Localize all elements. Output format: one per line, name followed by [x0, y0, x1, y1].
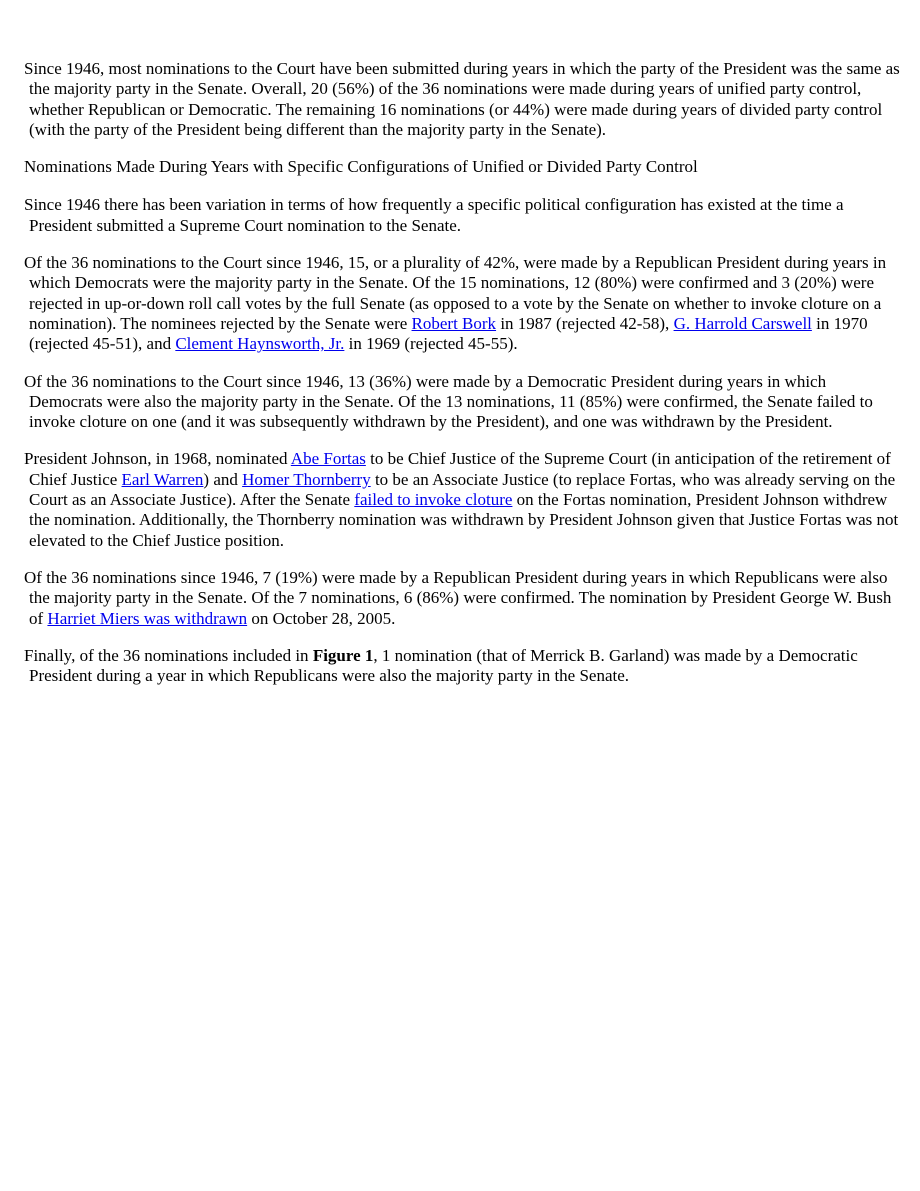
- link-harrold-carswell[interactable]: G. Harrold Carswell: [673, 313, 812, 333]
- section-heading-party-configurations: Nominations Made During Years with Specific Configurations of Unified or Divided Party Control: [24, 157, 698, 177]
- text-segment: in 1970 (rejected 45-51), and: [29, 313, 868, 354]
- paragraph-republican-unified: [24, 568, 900, 629]
- text-segment: , 1 nomination (that of Merrick B. Garland) was made by a Democratic President during a year in which Republicans were also the majority party in the Senate.: [29, 645, 858, 686]
- link-robert-bork[interactable]: Robert Bork: [411, 313, 497, 333]
- link-clement-haynsworth[interactable]: Clement Haynsworth, Jr.: [175, 334, 345, 354]
- text-segment: President Johnson, in 1968, nominated: [24, 449, 291, 469]
- text-segment: ) and: [203, 469, 243, 489]
- link-failed-to-invoke-cloture[interactable]: failed to invoke cloture: [354, 490, 513, 510]
- paragraph-variation-intro: Since 1946 there has been variation in terms of how frequently a specific political configuration has existed at the time a President submitted a Supreme Court nomination to the Senate.: [24, 195, 844, 235]
- link-earl-warren[interactable]: Earl Warren: [121, 469, 204, 489]
- text-segment: on October 28, 2005.: [247, 608, 396, 628]
- paragraph-garland-nomination: [24, 646, 900, 687]
- link-harriet-miers-withdrawn[interactable]: Harriet Miers was withdrawn: [47, 608, 248, 628]
- paragraph-johnson-nominations: [24, 449, 900, 550]
- text-segment: Of the 36 nominations to the Court since 1946, 15, or a plurality of 42%, were made by a Republican President during years in which Democrats were the majority party in the Senate. Of the 15 nominations, 12 (80%) were confirmed and 3 (20%) were rejected in up-or-down roll call votes by the full Senate (as opposed to a vote by the Senate on whether to invoke cloture on a nomination). The nominees rejected by the Senate were: [24, 253, 887, 333]
- document-body: [24, 59, 900, 703]
- paragraph-unified-party-overview: Since 1946, most nominations to the Court have been submitted during years in which the party of the President was the same as the majority party in the Senate. Overall, 20 (56%) of the 36 nominations were made during years of unified party control, whether Republican or Democratic. The remaining 16 nominations (or 44%) were made during years of divided party control (with the party of the President being different than the majority party in the Senate).: [24, 59, 900, 139]
- figure-reference: Figure 1: [312, 645, 374, 665]
- text-segment: in 1987 (rejected 42-58),: [496, 313, 674, 333]
- text-segment: to be Chief Justice of the Supreme Court (in anticipation of the retirement of Chief Justice: [29, 449, 891, 489]
- text-segment: in 1969 (rejected 45-55).: [344, 334, 518, 354]
- paragraph-democratic-unified: Of the 36 nominations to the Court since 1946, 13 (36%) were made by a Democratic President during years in which Democrats were also the majority party in the Senate. Of the 13 nominations, 11 (85%) were confirmed, the Senate failed to invoke cloture on one (and it was subsequently withdrawn by the President), and one was withdrawn by the President.: [24, 371, 873, 432]
- link-abe-fortas[interactable]: Abe Fortas: [290, 449, 366, 469]
- text-segment: to be an Associate Justice (to replace Fortas, who was already serving on the Court as an Associate Justice). After the Senate: [29, 469, 896, 510]
- paragraph-republican-president-democratic-senate: [24, 253, 900, 354]
- link-homer-thornberry[interactable]: Homer Thornberry: [242, 469, 371, 489]
- text-segment: Of the 36 nominations since 1946, 7 (19%) were made by a Republican President during years in which Republicans were also the majority party in the Senate. Of the 7 nominations, 6 (86%) were confirmed. The nomination by President George W. Bush of: [24, 567, 892, 628]
- text-segment: Finally, of the 36 nominations included in: [24, 645, 313, 665]
- text-segment: on the Fortas nomination, President Johnson withdrew the nomination. Additionally, the Thornberry nomination was withdrawn by President Johnson given that Justice Fortas was not elevated to the Chief Justice position.: [29, 490, 899, 550]
